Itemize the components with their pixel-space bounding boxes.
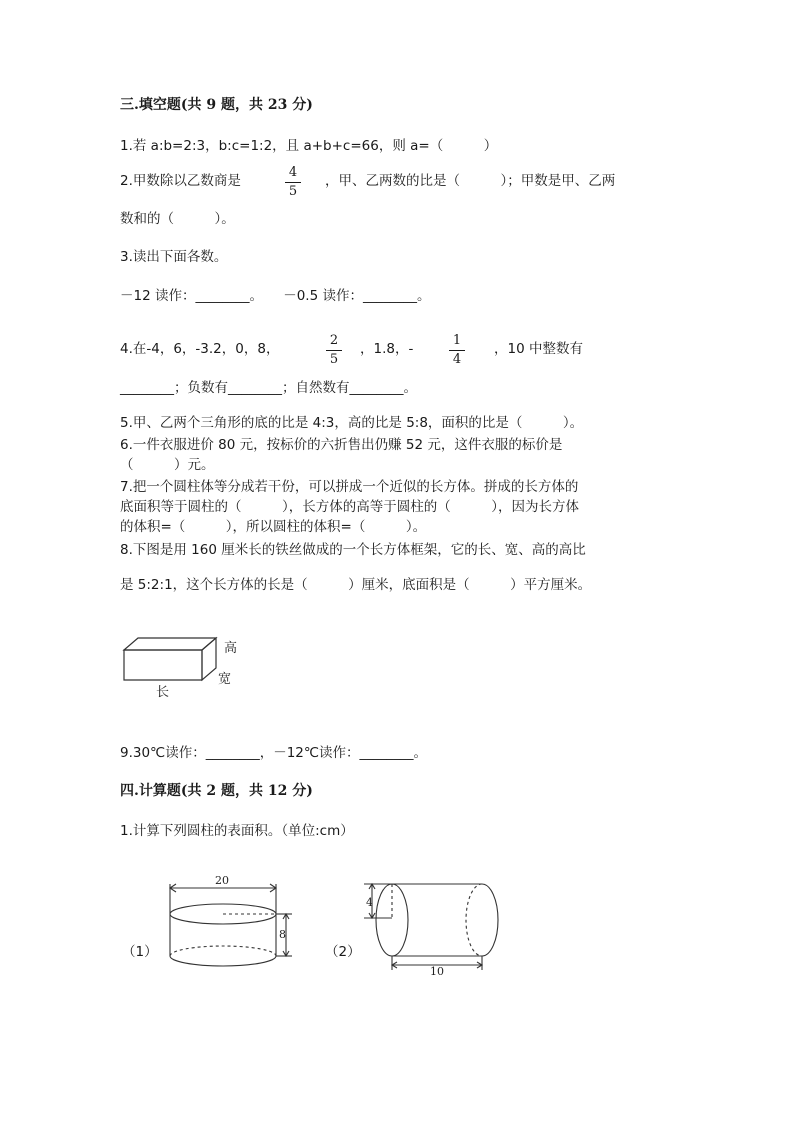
figure-2-label: （2） (325, 944, 361, 960)
question-7-line2: 底面积等于圆柱的（ ），长方体的高等于圆柱的（ ），因为长方体 (120, 499, 579, 515)
question-4-fraction-2 (448, 334, 466, 367)
section4-question-1: 1.计算下列圆柱的表面积。（单位:cm） (120, 823, 354, 839)
question-8-line1: 8.下图是用 160 厘米长的铁丝做成的一个长方体框架，它的长、宽、高的高比 (120, 542, 586, 558)
fraction-numerator: 2 (329, 333, 339, 348)
fraction-bar (326, 350, 342, 351)
fraction-denominator: 5 (288, 184, 298, 199)
cuboid-height-label: 高 (224, 641, 238, 656)
question-5: 5.甲、乙两个三角形的底的比是 4:3，高的比是 5:8，面积的比是（ ）。 (120, 415, 584, 431)
question-6-line2: （ ）元。 (120, 457, 215, 473)
section3-title: 三.填空题(共 9 题，共 23 分) (120, 97, 313, 113)
fraction-bar (449, 350, 465, 351)
cuboid-width-label: 宽 (218, 672, 232, 687)
diameter-label: 20 (215, 874, 229, 887)
cuboid-top-face (124, 638, 216, 650)
question-9: 9.30℃读作：________，－12℃读作：________。 (120, 745, 428, 761)
question-4-part-b: ，1.8，- (360, 341, 414, 357)
question-2-line2: 数和的（ ）。 (120, 211, 235, 227)
cuboid-figure (118, 630, 248, 700)
cylinder-figure-1 (160, 872, 300, 972)
question-1: 1.若 a:b=2:3，b:c=1:2，且 a+b+c=66，则 a=（ ） (120, 138, 498, 154)
question-8-line2: 是 5:2:1，这个长方体的长是（ ）厘米，底面积是（ ）平方厘米。 (120, 577, 592, 593)
fraction-denominator: 5 (329, 352, 339, 367)
question-6-line1: 6.一件衣服进价 80 元，按标价的六折售出仍赚 52 元，这件衣服的标价是 (120, 437, 563, 453)
diameter-label: 4 (366, 896, 373, 909)
question-4-fraction-1 (325, 334, 343, 367)
question-4-part-a: 4.在-4，6，-3.2，0，8， (120, 341, 280, 357)
cylinder-bottom-back (170, 946, 276, 956)
length-label: 10 (430, 965, 444, 976)
fraction-bar (285, 182, 301, 183)
question-3-line2: －12 读作：________。 －0.5 读作：________。 (120, 288, 431, 304)
cylinder-right-front (482, 884, 498, 956)
question-7-line1: 7.把一个圆柱体等分成若干份，可以拼成一个近似的长方体。拼成的长方体的 (120, 479, 579, 495)
cylinder-bottom-front (170, 956, 276, 966)
cylinder-right-back (466, 884, 482, 956)
question-7-line3: 的体积=（ ），所以圆柱的体积=（ ）。 (120, 519, 427, 535)
fraction-numerator: 4 (288, 165, 298, 180)
cylinder-figure-2 (362, 876, 507, 976)
height-label: 8 (279, 928, 286, 941)
question-2-part-a: 2.甲数除以乙数商是 (120, 173, 241, 189)
question-4-line2: ________；负数有________；自然数有________。 (120, 380, 417, 396)
cuboid-length-label: 长 (156, 685, 170, 700)
cuboid-side-face (202, 638, 216, 680)
cuboid-front-face (124, 650, 202, 680)
question-4-part-c: ，10 中整数有 (494, 341, 583, 357)
question-3: 3.读出下面各数。 (120, 249, 228, 265)
fraction-denominator: 4 (452, 352, 462, 367)
question-2-fraction (284, 166, 302, 199)
figure-1-label: （1） (122, 944, 158, 960)
section4-title: 四.计算题(共 2 题，共 12 分) (120, 783, 313, 799)
cylinder-left-ellipse (376, 884, 408, 956)
question-2-part-b: ，甲、乙两数的比是（ ）；甲数是甲、乙两 (325, 173, 616, 189)
fraction-numerator: 1 (452, 333, 462, 348)
